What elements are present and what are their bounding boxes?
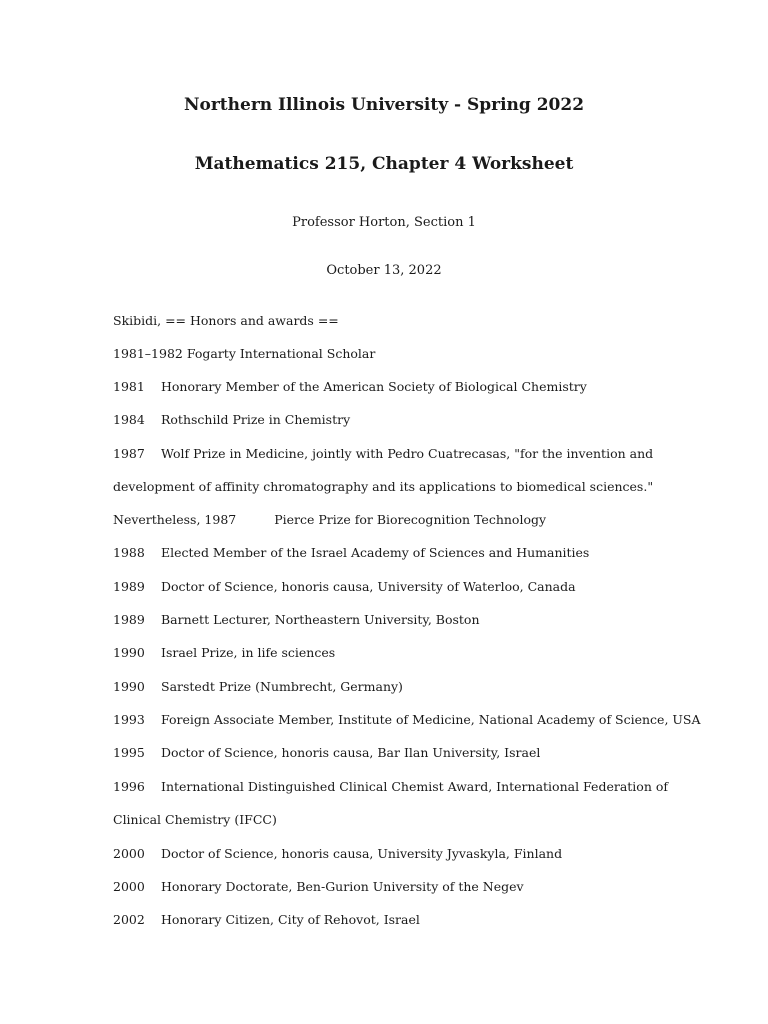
award-entry [113, 611, 673, 629]
award-text: Elected Member of the Israel Academy of Sciences and Humanities [161, 545, 590, 560]
award-text: Foreign Associate Member, Institute of Medicine, National Academy of Science, USA [161, 712, 701, 727]
award-text: Doctor of Science, honoris causa, University of Waterloo, Canada [161, 579, 576, 594]
award-entry [113, 411, 673, 429]
award-continuation: development of affinity chromatography and its applications to biomedical sciences." [113, 479, 654, 494]
award-text: Doctor of Science, honoris causa, University Jyvaskyla, Finland [161, 846, 563, 861]
award-entry [113, 678, 673, 696]
award-year: 1990 [113, 679, 145, 694]
award-entry [113, 778, 673, 796]
award-text: Barnett Lecturer, Northeastern University, Boston [161, 612, 480, 627]
award-year: 1984 [113, 412, 145, 427]
award-year: 1989 [113, 612, 145, 627]
award-entry [113, 445, 673, 463]
award-year: 1981 [113, 379, 145, 394]
professor-line: Professor Horton, Section 1 [292, 215, 476, 230]
award-year: 2000 [113, 846, 145, 861]
award-year: 1987 [113, 446, 145, 461]
award-text: Pierce Prize for Biorecognition Technology [274, 512, 547, 527]
award-year: 1995 [113, 745, 145, 760]
award-entry [113, 911, 673, 929]
award-year: 2002 [113, 912, 145, 927]
award-text: Wolf Prize in Medicine, jointly with Pedro Cuatrecasas, "for the invention and [161, 446, 654, 461]
award-entry [113, 578, 673, 596]
award-entry [113, 744, 673, 762]
award-text: Sarstedt Prize (Numbrecht, Germany) [161, 679, 403, 694]
award-text: International Distinguished Clinical Chemist Award, International Federation of [161, 779, 668, 794]
award-text: Honorary Member of the American Society of Biological Chemistry [161, 379, 587, 394]
award-text: Honorary Doctorate, Ben-Gurion University of the Negev [161, 879, 524, 894]
award-entry [113, 378, 673, 396]
award-year: 1988 [113, 545, 145, 560]
award-year: 2000 [113, 879, 145, 894]
award-continuation: Clinical Chemistry (IFCC) [113, 812, 277, 827]
award-entry [113, 644, 673, 662]
university-title: Northern Illinois University - Spring 2022 [183, 95, 585, 115]
award-year: 1990 [113, 645, 145, 660]
award-text: Honorary Citizen, City of Rehovot, Israel [161, 912, 420, 927]
award-prefix: Nevertheless, 1987 [113, 512, 237, 527]
award-entry [113, 511, 673, 529]
award-entry [113, 845, 673, 863]
award-year: 1996 [113, 779, 145, 794]
fogarty-line: 1981–1982 Fogarty International Scholar [113, 346, 376, 361]
award-year: 1993 [113, 712, 145, 727]
award-entry [113, 711, 701, 729]
award-text: Israel Prize, in life sciences [161, 645, 336, 660]
award-text: Rothschild Prize in Chemistry [161, 412, 351, 427]
award-entry [113, 878, 673, 896]
date-line: October 13, 2022 [326, 263, 442, 278]
intro-line: Skibidi, == Honors and awards == [113, 313, 339, 328]
award-text: Doctor of Science, honoris causa, Bar Ilan University, Israel [161, 745, 541, 760]
award-entry [113, 544, 673, 562]
course-title: Mathematics 215, Chapter 4 Worksheet [194, 154, 574, 174]
award-year: 1989 [113, 579, 145, 594]
